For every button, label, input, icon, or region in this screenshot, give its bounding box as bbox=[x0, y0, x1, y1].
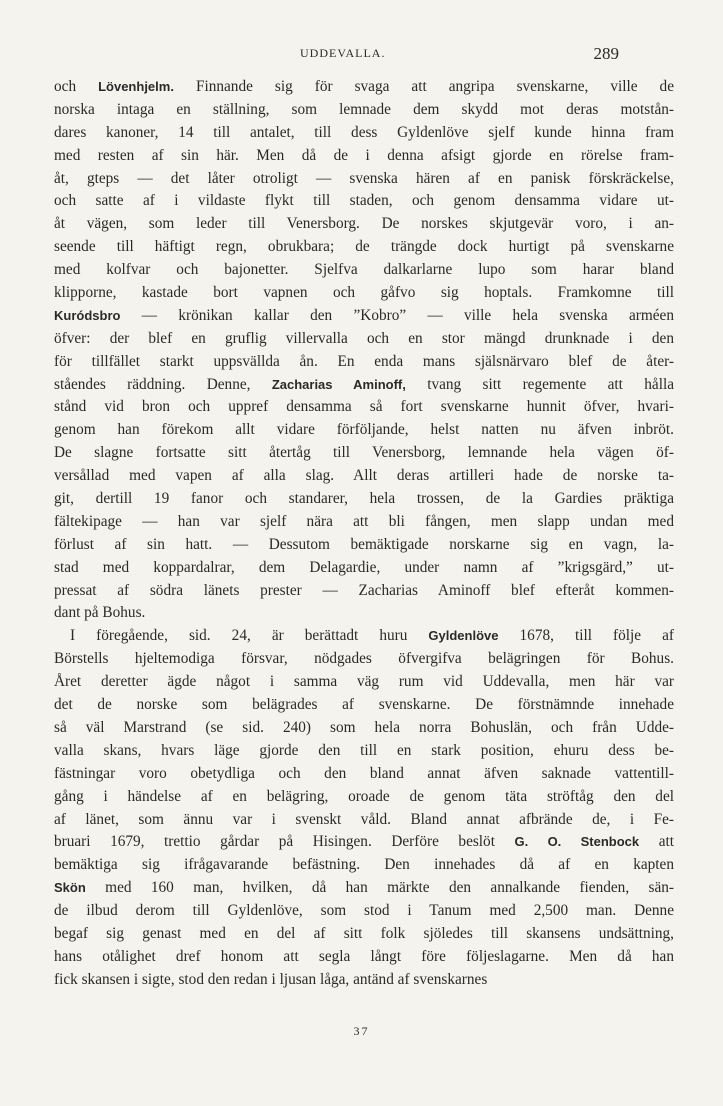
text-segment: åt, gteps — det låter otroligt — svenska hären af en panisk förskräckelse, bbox=[54, 169, 674, 187]
text-segment: norska intaga en ställning, som lemnade dem skydd mot deras motstån- bbox=[54, 100, 674, 118]
text-segment: förlust af sin hatt. — Dessutom bemäktigade norskarne sig en vagn, la- bbox=[54, 535, 674, 553]
text-segment: versållad med vapen af alla slag. Allt deras artilleri hade de norske ta- bbox=[54, 467, 674, 485]
text-segment: tvang sitt regemente att hålla bbox=[405, 375, 674, 393]
text-segment: valla skans, hvars läge gjorde den till en stark position, ehuru dess be- bbox=[54, 741, 674, 759]
text-line bbox=[54, 442, 674, 465]
text-segment: och bbox=[54, 78, 99, 95]
body-text bbox=[54, 76, 674, 992]
text-line bbox=[54, 213, 674, 236]
text-segment: git, dertill 19 fanor och standarer, hela trossen, de la Gardies präktiga bbox=[54, 490, 674, 508]
text-line bbox=[54, 488, 674, 511]
text-line bbox=[54, 465, 674, 488]
text-segment: stånd vid bron och uppref densamma så fort svenskarne hunnit öfver, hvari- bbox=[54, 398, 674, 416]
text-line bbox=[54, 717, 674, 740]
text-segment: det de norske som belägrades af svenskarne. De förstnämnde innehade bbox=[54, 696, 674, 714]
text-segment: fick skansen i sigte, stod den redan i ljusan låga, antänd af svenskarnes bbox=[54, 970, 488, 988]
text-segment: af länet, som ännu var i svenskt våld. Bland annat afbrände de, i Fe- bbox=[54, 810, 674, 828]
text-line bbox=[54, 809, 674, 832]
text-line bbox=[54, 854, 674, 877]
text-line bbox=[54, 351, 674, 374]
text-segment: pressat af södra länets prester — Zacharias Aminoff blef efteråt kommen- bbox=[54, 581, 674, 599]
text-segment: Året deretter ägde något i samma väg rum vid Uddevalla, men här var bbox=[54, 673, 674, 691]
text-line bbox=[54, 328, 674, 351]
text-line bbox=[54, 99, 674, 122]
text-segment: I föregående, sid. 24, är berättadt huru bbox=[70, 627, 429, 645]
text-line bbox=[54, 511, 674, 534]
emphasized-name: Skön bbox=[54, 880, 86, 896]
text-line bbox=[54, 534, 674, 557]
text-segment: klipporne, kastade bort vapnen och gåfvo sig hoptals. Framkomne till bbox=[54, 284, 674, 302]
text-segment: med 160 man, hvilken, då han märkte den annalkande fienden, sän- bbox=[85, 879, 674, 897]
text-segment: fältekipage — han var sjelf nära att bli fången, men slapp undan med bbox=[54, 512, 674, 530]
emphasized-name: Kuródsbro bbox=[54, 307, 121, 323]
text-segment: begaf sig genast med en del af sitt folk sjöledes till skansens undsättning, bbox=[54, 924, 674, 942]
text-line bbox=[54, 763, 674, 786]
text-segment: fästningar voro obetydliga och den bland annat äfven saknade vattentill- bbox=[54, 764, 674, 782]
running-title: UDDEVALLA. bbox=[300, 46, 386, 60]
text-segment: stad med koppardalrar, dem Delagardie, under namn af ”krigsgärd,” ut- bbox=[54, 558, 674, 576]
text-line bbox=[54, 648, 674, 671]
text-segment: att bbox=[639, 833, 674, 851]
emphasized-name: Zacharias Aminoff, bbox=[271, 376, 406, 392]
text-segment: hans otålighet dref honom att segla långt före följeslagarne. Men då han bbox=[54, 947, 674, 965]
text-line bbox=[54, 396, 674, 419]
text-line bbox=[54, 145, 674, 168]
text-segment: bemäktiga sig ifrågavarande befästning. Den innehades då af en kapten bbox=[54, 856, 674, 874]
text-line bbox=[54, 923, 674, 946]
text-line bbox=[54, 580, 674, 603]
emphasized-name: Lövenhjelm. bbox=[98, 79, 174, 94]
text-line bbox=[54, 602, 674, 625]
text-segment: — krönikan kallar den ”Kobro” — ville hela svenska arméen bbox=[120, 306, 674, 324]
text-segment: de ilbud derom till Gyldenlöve, som stod i Tanum med 2,500 man. Denne bbox=[54, 902, 674, 920]
text-line bbox=[54, 831, 674, 854]
text-line bbox=[54, 374, 674, 397]
page-number: 289 bbox=[593, 44, 619, 63]
text-line bbox=[54, 786, 674, 809]
text-segment: Finnande sig för svaga att angripa svenskarne, ville de bbox=[173, 78, 674, 95]
text-line bbox=[54, 557, 674, 580]
text-segment: 1678, till följe af bbox=[498, 627, 674, 645]
signature-mark: 37 bbox=[353, 1024, 370, 1038]
text-segment: De slagne fortsatte sitt återtåg till Venersborg, lemnande hela vägen öf- bbox=[54, 444, 674, 462]
text-segment: dares kanoner, 14 till antalet, till dess Gyldenlöve sjelf kunde hinna fram bbox=[54, 123, 674, 141]
text-line bbox=[54, 946, 674, 969]
text-segment: seende till häftigt regn, obrukbara; de trängde dock hurtigt på svenskarne bbox=[54, 238, 674, 256]
text-line bbox=[54, 740, 674, 763]
text-segment: ståendes räddning. Denne, bbox=[54, 375, 272, 393]
text-line bbox=[54, 76, 674, 99]
text-segment: med resten af sin här. Men då de i denna afsigt gjorde en rörelse fram- bbox=[54, 146, 674, 164]
text-line bbox=[54, 168, 674, 191]
text-segment: öfver: der blef en gruflig villervalla och en stor mängd drunknade i den bbox=[54, 329, 674, 347]
text-line bbox=[54, 877, 674, 900]
text-line bbox=[54, 236, 674, 259]
text-segment: Börstells hjeltemodiga försvar, nödgades öfvergifva belägringen för Bohus. bbox=[54, 650, 674, 668]
text-line bbox=[54, 419, 674, 442]
text-line bbox=[54, 190, 674, 213]
text-segment: för tillfället starkt uppsvällda ån. En enda mans själsnärvaro blef de åter- bbox=[54, 352, 674, 370]
text-line bbox=[54, 969, 674, 992]
text-segment: med kolfvar och bajonetter. Sjelfva dalkarlarne lupo som harar bland bbox=[54, 261, 674, 279]
text-line bbox=[54, 625, 674, 648]
text-line bbox=[54, 900, 674, 923]
text-line bbox=[54, 282, 674, 305]
text-line bbox=[54, 305, 674, 328]
emphasized-name: G. O. Stenbock bbox=[514, 834, 640, 850]
text-segment: bruari 1679, trettio gårdar på Hisingen. Derföre beslöt bbox=[54, 833, 515, 851]
text-line bbox=[54, 671, 674, 694]
text-line bbox=[54, 259, 674, 282]
text-segment: genom han förekom allt vidare förföljande, helst natten nu äfven inbröt. bbox=[54, 421, 674, 439]
text-segment: gång i händelse af en belägring, oroade de genom täta ströftåg den del bbox=[54, 787, 674, 805]
text-segment: och satte af i vildaste flykt till staden, och genom densamma vidare ut- bbox=[54, 192, 674, 210]
emphasized-name: Gyldenlöve bbox=[428, 628, 499, 644]
text-segment: åt vägen, som leder till Venersborg. De norskes skjutgevär voro, i an- bbox=[54, 215, 674, 233]
text-line bbox=[54, 694, 674, 717]
text-segment: dant på Bohus. bbox=[54, 604, 146, 622]
text-segment: så väl Marstrand (se sid. 240) som hela norra Bohuslän, och från Udde- bbox=[54, 718, 674, 736]
text-line bbox=[54, 122, 674, 145]
